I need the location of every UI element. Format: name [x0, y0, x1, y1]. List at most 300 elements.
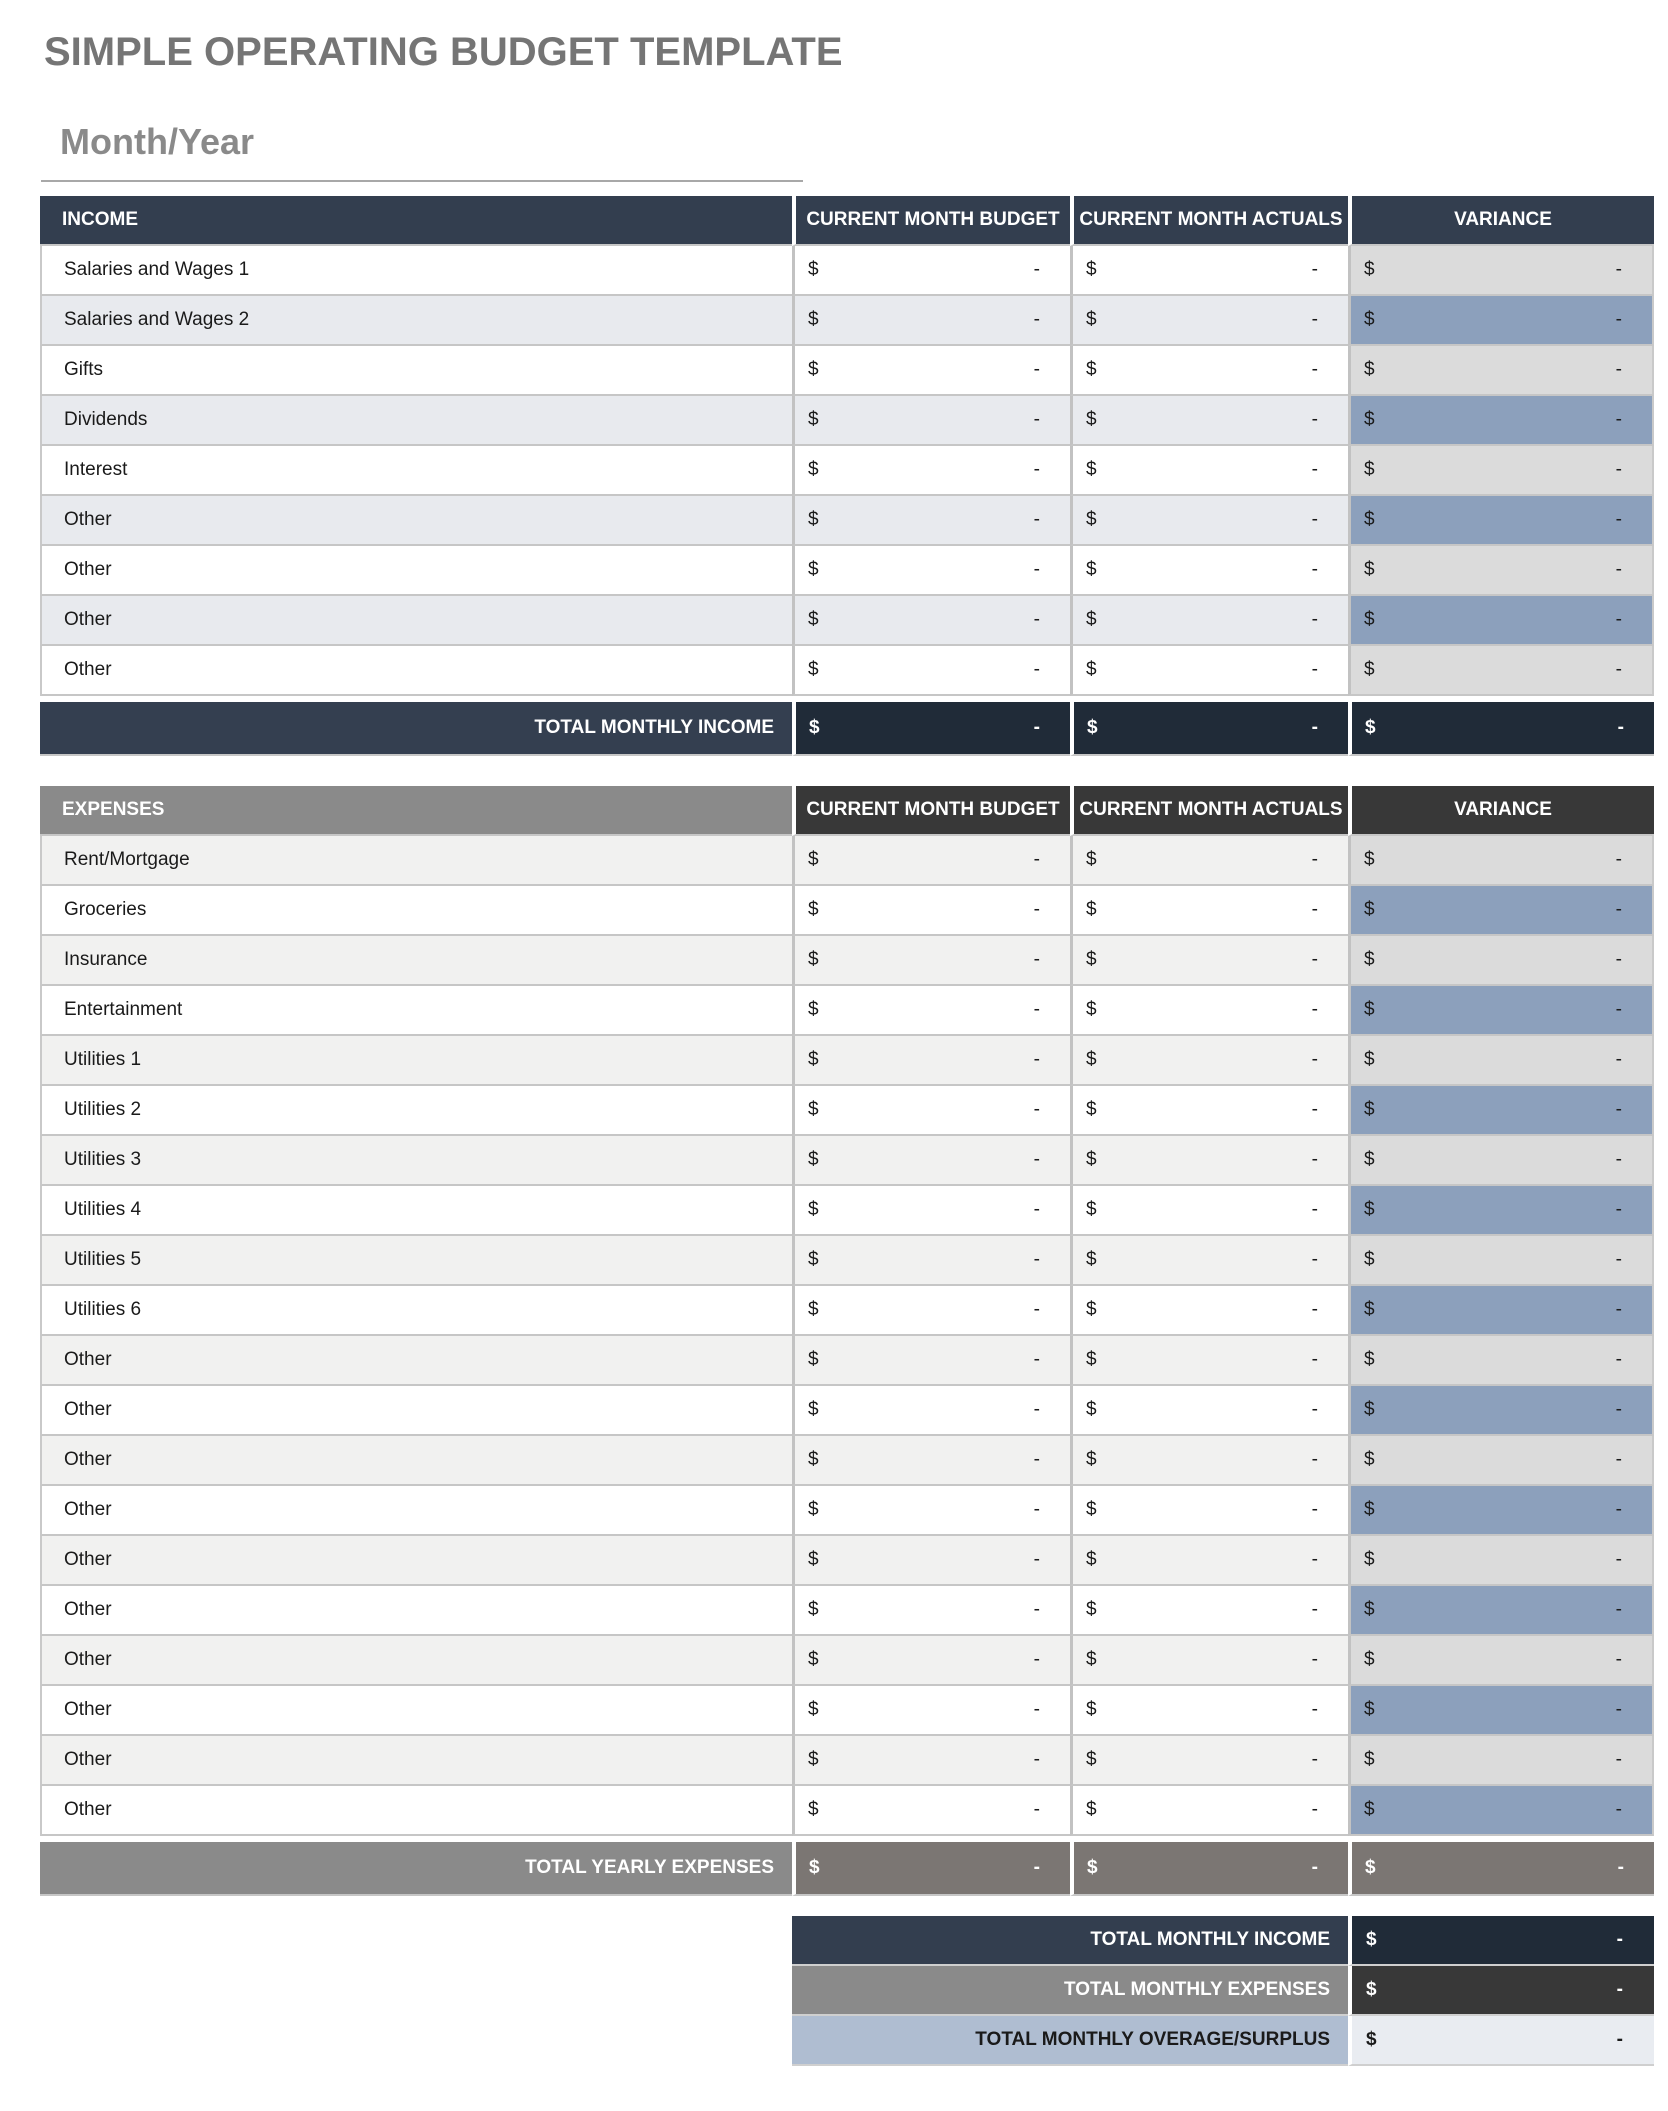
expenses-budget-cell[interactable]: [792, 1086, 1070, 1136]
expenses-budget-cell[interactable]: [792, 1736, 1070, 1786]
expenses-category-cell[interactable]: Other: [40, 1786, 792, 1836]
currency-symbol: $: [1086, 1249, 1097, 1270]
expenses-variance-cell[interactable]: [1348, 1736, 1654, 1786]
currency-symbol: $: [808, 1099, 819, 1120]
currency-symbol: $: [808, 309, 819, 330]
currency-symbol: $: [1086, 1399, 1097, 1420]
currency-symbol: $: [808, 1049, 819, 1070]
currency-symbol: $: [808, 849, 819, 870]
summary-income-row: [792, 1916, 1654, 1966]
empty-amount: -: [1311, 1349, 1318, 1370]
empty-amount: -: [1033, 409, 1040, 430]
expenses-category-cell[interactable]: Other: [40, 1536, 792, 1586]
expenses-header-cell: EXPENSES: [40, 786, 792, 836]
income-actuals-cell[interactable]: [1070, 246, 1348, 296]
summary-overage-value-cell[interactable]: [1348, 2016, 1654, 2066]
currency-symbol: $: [1086, 1299, 1097, 1320]
income-row: [40, 446, 1654, 496]
income-total-row: [40, 702, 1654, 756]
expenses-budget-cell[interactable]: [792, 1586, 1070, 1636]
empty-amount: -: [1033, 1049, 1040, 1070]
empty-amount: -: [1615, 1299, 1622, 1320]
income-actuals-header-cell: CURRENT MONTH ACTUALS: [1070, 196, 1348, 246]
currency-symbol: $: [1086, 1099, 1097, 1120]
currency-symbol: $: [1364, 1249, 1375, 1270]
expenses-budget-cell[interactable]: [792, 1436, 1070, 1486]
income-budget-cell[interactable]: [792, 246, 1070, 296]
empty-amount: -: [1033, 949, 1040, 970]
currency-symbol: $: [1364, 409, 1375, 430]
income-variance-cell[interactable]: [1348, 646, 1654, 696]
expenses-category-cell[interactable]: Utilities 3: [40, 1136, 792, 1186]
empty-amount: -: [1615, 1799, 1622, 1820]
expenses-actuals-cell[interactable]: [1070, 1486, 1348, 1536]
currency-symbol: $: [1364, 1749, 1375, 1770]
expenses-variance-cell[interactable]: [1348, 1086, 1654, 1136]
expenses-budget-cell[interactable]: [792, 1386, 1070, 1436]
empty-amount: -: [1033, 1699, 1040, 1720]
expenses-row: [40, 1586, 1654, 1636]
currency-symbol: $: [1086, 1799, 1097, 1820]
income-variance-cell[interactable]: [1348, 396, 1654, 446]
expenses-row: [40, 1686, 1654, 1736]
expenses-variance-cell[interactable]: [1348, 986, 1654, 1036]
currency-symbol: $: [808, 1399, 819, 1420]
currency-symbol: $: [1086, 949, 1097, 970]
expenses-actuals-cell[interactable]: [1070, 1386, 1348, 1436]
expenses-category-cell[interactable]: Other: [40, 1486, 792, 1536]
expenses-category-cell[interactable]: Utilities 4: [40, 1186, 792, 1236]
currency-symbol: $: [1364, 1449, 1375, 1470]
expenses-total-budget-cell[interactable]: [792, 1842, 1070, 1896]
empty-amount: -: [1616, 2029, 1623, 2050]
empty-amount: -: [1311, 509, 1318, 530]
currency-symbol: $: [808, 1299, 819, 1320]
empty-amount: -: [1616, 1979, 1623, 2000]
expenses-actuals-cell[interactable]: [1070, 1186, 1348, 1236]
expenses-category-cell[interactable]: Insurance: [40, 936, 792, 986]
expenses-row: [40, 1786, 1654, 1836]
expenses-budget-cell[interactable]: [792, 986, 1070, 1036]
currency-symbol: $: [1086, 1149, 1097, 1170]
empty-amount: -: [1033, 609, 1040, 630]
expenses-row: [40, 1136, 1654, 1186]
empty-amount: -: [1311, 1749, 1318, 1770]
empty-amount: -: [1311, 1649, 1318, 1670]
income-budget-cell[interactable]: [792, 396, 1070, 446]
expenses-budget-cell[interactable]: [792, 1686, 1070, 1736]
expenses-variance-cell[interactable]: [1348, 1236, 1654, 1286]
income-actuals-cell[interactable]: [1070, 646, 1348, 696]
expenses-actuals-cell[interactable]: [1070, 1136, 1348, 1186]
income-actuals-cell[interactable]: [1070, 596, 1348, 646]
currency-symbol: $: [1365, 717, 1376, 738]
summary-overage-row: [792, 2016, 1654, 2066]
empty-amount: -: [1617, 717, 1624, 738]
currency-symbol: $: [1364, 1499, 1375, 1520]
income-actuals-cell[interactable]: [1070, 496, 1348, 546]
currency-symbol: $: [808, 559, 819, 580]
empty-amount: -: [1616, 1929, 1623, 1950]
income-row: [40, 296, 1654, 346]
expenses-header-row: [40, 786, 1654, 836]
empty-amount: -: [1615, 1599, 1622, 1620]
empty-amount: -: [1311, 1857, 1318, 1878]
empty-amount: -: [1311, 409, 1318, 430]
expenses-actuals-cell[interactable]: [1070, 1086, 1348, 1136]
expenses-variance-cell[interactable]: [1348, 836, 1654, 886]
income-category-cell[interactable]: Other: [40, 596, 792, 646]
currency-symbol: $: [1364, 1149, 1375, 1170]
expenses-actuals-cell[interactable]: [1070, 986, 1348, 1036]
currency-symbol: $: [1086, 409, 1097, 430]
empty-amount: -: [1311, 849, 1318, 870]
expenses-category-cell[interactable]: Utilities 2: [40, 1086, 792, 1136]
expenses-actuals-cell[interactable]: [1070, 1686, 1348, 1736]
expenses-category-cell[interactable]: Utilities 5: [40, 1236, 792, 1286]
currency-symbol: $: [1364, 559, 1375, 580]
expenses-category-cell[interactable]: Groceries: [40, 886, 792, 936]
empty-amount: -: [1033, 1499, 1040, 1520]
expenses-row: [40, 936, 1654, 986]
income-category-cell[interactable]: Other: [40, 496, 792, 546]
empty-amount: -: [1615, 1149, 1622, 1170]
summary-expenses-value-cell[interactable]: [1348, 1966, 1654, 2016]
empty-amount: -: [1615, 1449, 1622, 1470]
summary-expenses-row: [792, 1966, 1654, 2016]
currency-symbol: $: [1086, 659, 1097, 680]
expenses-category-cell[interactable]: Other: [40, 1686, 792, 1736]
empty-amount: -: [1033, 309, 1040, 330]
expenses-variance-cell[interactable]: [1348, 1286, 1654, 1336]
expenses-actuals-cell[interactable]: [1070, 1736, 1348, 1786]
currency-symbol: $: [1086, 509, 1097, 530]
currency-symbol: $: [1364, 849, 1375, 870]
currency-symbol: $: [1366, 1979, 1377, 2000]
expenses-budget-cell[interactable]: [792, 1286, 1070, 1336]
expenses-variance-cell[interactable]: [1348, 936, 1654, 986]
expenses-variance-cell[interactable]: [1348, 1186, 1654, 1236]
income-variance-header-cell: VARIANCE: [1348, 196, 1654, 246]
currency-symbol: $: [809, 717, 820, 738]
income-budget-cell[interactable]: [792, 446, 1070, 496]
currency-symbol: $: [808, 609, 819, 630]
expenses-row: [40, 1336, 1654, 1386]
empty-amount: -: [1033, 509, 1040, 530]
income-category-cell[interactable]: Other: [40, 646, 792, 696]
currency-symbol: $: [1086, 1549, 1097, 1570]
empty-amount: -: [1033, 459, 1040, 480]
empty-amount: -: [1311, 1299, 1318, 1320]
empty-amount: -: [1615, 309, 1622, 330]
expenses-variance-cell[interactable]: [1348, 1336, 1654, 1386]
expenses-actuals-cell[interactable]: [1070, 1636, 1348, 1686]
expenses-variance-cell[interactable]: [1348, 1686, 1654, 1736]
empty-amount: -: [1033, 659, 1040, 680]
empty-amount: -: [1615, 1199, 1622, 1220]
currency-symbol: $: [1086, 1499, 1097, 1520]
income-variance-cell[interactable]: [1348, 246, 1654, 296]
empty-amount: -: [1615, 359, 1622, 380]
empty-amount: -: [1617, 1857, 1624, 1878]
currency-symbol: $: [1365, 1857, 1376, 1878]
currency-symbol: $: [808, 359, 819, 380]
income-variance-cell[interactable]: [1348, 596, 1654, 646]
expenses-actuals-cell[interactable]: [1070, 1536, 1348, 1586]
empty-amount: -: [1033, 559, 1040, 580]
expenses-category-cell[interactable]: Rent/Mortgage: [40, 836, 792, 886]
income-row: [40, 496, 1654, 546]
currency-symbol: $: [1086, 1699, 1097, 1720]
expenses-row: [40, 886, 1654, 936]
expenses-variance-cell[interactable]: [1348, 886, 1654, 936]
currency-symbol: $: [1086, 359, 1097, 380]
currency-symbol: $: [1086, 849, 1097, 870]
currency-symbol: $: [1086, 1749, 1097, 1770]
expenses-variance-cell[interactable]: [1348, 1586, 1654, 1636]
empty-amount: -: [1033, 717, 1040, 738]
empty-amount: -: [1033, 359, 1040, 380]
income-actuals-cell[interactable]: [1070, 546, 1348, 596]
income-row: [40, 596, 1654, 646]
currency-symbol: $: [808, 1149, 819, 1170]
income-category-cell[interactable]: Dividends: [40, 396, 792, 446]
empty-amount: -: [1033, 1449, 1040, 1470]
expenses-row: [40, 1036, 1654, 1086]
empty-amount: -: [1615, 1099, 1622, 1120]
currency-symbol: $: [1086, 1349, 1097, 1370]
income-variance-cell[interactable]: [1348, 296, 1654, 346]
expenses-budget-cell[interactable]: [792, 1186, 1070, 1236]
expenses-actuals-cell[interactable]: [1070, 1586, 1348, 1636]
empty-amount: -: [1311, 999, 1318, 1020]
currency-symbol: $: [808, 1749, 819, 1770]
income-row: [40, 246, 1654, 296]
empty-amount: -: [1311, 1499, 1318, 1520]
expenses-actuals-header-cell: CURRENT MONTH ACTUALS: [1070, 786, 1348, 836]
expenses-actuals-cell[interactable]: [1070, 836, 1348, 886]
currency-symbol: $: [1086, 259, 1097, 280]
expenses-row: [40, 1386, 1654, 1436]
currency-symbol: $: [1087, 1857, 1098, 1878]
empty-amount: -: [1615, 459, 1622, 480]
expenses-variance-cell[interactable]: [1348, 1386, 1654, 1436]
empty-amount: -: [1615, 509, 1622, 530]
empty-amount: -: [1615, 849, 1622, 870]
expenses-category-cell[interactable]: Other: [40, 1386, 792, 1436]
currency-symbol: $: [1364, 609, 1375, 630]
currency-symbol: $: [808, 259, 819, 280]
expenses-variance-cell[interactable]: [1348, 1036, 1654, 1086]
expenses-actuals-cell[interactable]: [1070, 1436, 1348, 1486]
income-actuals-cell[interactable]: [1070, 446, 1348, 496]
income-actuals-cell[interactable]: [1070, 296, 1348, 346]
expenses-actuals-cell[interactable]: [1070, 1336, 1348, 1386]
expenses-budget-cell[interactable]: [792, 1336, 1070, 1386]
empty-amount: -: [1615, 1549, 1622, 1570]
income-variance-cell[interactable]: [1348, 446, 1654, 496]
income-budget-cell[interactable]: [792, 596, 1070, 646]
income-budget-cell[interactable]: [792, 546, 1070, 596]
expenses-budget-cell[interactable]: [792, 1236, 1070, 1286]
expenses-category-cell[interactable]: Other: [40, 1336, 792, 1386]
empty-amount: -: [1615, 609, 1622, 630]
income-category-cell[interactable]: Interest: [40, 446, 792, 496]
income-budget-cell[interactable]: [792, 296, 1070, 346]
empty-amount: -: [1033, 259, 1040, 280]
currency-symbol: $: [808, 1499, 819, 1520]
expenses-budget-cell[interactable]: [792, 836, 1070, 886]
expenses-variance-cell[interactable]: [1348, 1536, 1654, 1586]
empty-amount: -: [1311, 609, 1318, 630]
income-total-label: TOTAL MONTHLY INCOME: [40, 702, 792, 756]
empty-amount: -: [1033, 999, 1040, 1020]
expenses-budget-cell[interactable]: [792, 886, 1070, 936]
income-variance-cell[interactable]: [1348, 546, 1654, 596]
empty-amount: -: [1033, 1749, 1040, 1770]
empty-amount: -: [1615, 1049, 1622, 1070]
empty-amount: -: [1033, 1099, 1040, 1120]
expenses-category-cell[interactable]: Other: [40, 1636, 792, 1686]
empty-amount: -: [1311, 559, 1318, 580]
expenses-row: [40, 1736, 1654, 1786]
summary-table: [792, 1916, 1654, 2066]
income-row: [40, 396, 1654, 446]
currency-symbol: $: [1364, 309, 1375, 330]
currency-symbol: $: [1086, 1449, 1097, 1470]
expenses-budget-cell[interactable]: [792, 1486, 1070, 1536]
expenses-variance-cell[interactable]: [1348, 1136, 1654, 1186]
expenses-category-cell[interactable]: Utilities 6: [40, 1286, 792, 1336]
income-total-variance-cell[interactable]: [1348, 702, 1654, 756]
expenses-table: [40, 786, 1654, 1896]
empty-amount: -: [1033, 1857, 1040, 1878]
income-variance-cell[interactable]: [1348, 496, 1654, 546]
currency-symbol: $: [808, 1249, 819, 1270]
expenses-total-variance-cell[interactable]: [1348, 1842, 1654, 1896]
currency-symbol: $: [808, 1649, 819, 1670]
expenses-variance-cell[interactable]: [1348, 1636, 1654, 1686]
income-actuals-cell[interactable]: [1070, 396, 1348, 446]
expenses-budget-cell[interactable]: [792, 1036, 1070, 1086]
income-budget-header-cell: CURRENT MONTH BUDGET: [792, 196, 1070, 246]
income-budget-cell[interactable]: [792, 346, 1070, 396]
expenses-row: [40, 1486, 1654, 1536]
empty-amount: -: [1615, 1399, 1622, 1420]
currency-symbol: $: [1364, 1649, 1375, 1670]
expenses-category-cell[interactable]: Other: [40, 1736, 792, 1786]
income-budget-cell[interactable]: [792, 496, 1070, 546]
empty-amount: -: [1311, 259, 1318, 280]
empty-amount: -: [1033, 849, 1040, 870]
expenses-budget-header-cell: CURRENT MONTH BUDGET: [792, 786, 1070, 836]
currency-symbol: $: [809, 1857, 820, 1878]
currency-symbol: $: [1366, 2029, 1377, 2050]
income-actuals-cell[interactable]: [1070, 346, 1348, 396]
empty-amount: -: [1615, 559, 1622, 580]
income-row: [40, 646, 1654, 696]
currency-symbol: $: [808, 1449, 819, 1470]
expenses-variance-cell[interactable]: [1348, 1486, 1654, 1536]
expenses-actuals-cell[interactable]: [1070, 886, 1348, 936]
expenses-row: [40, 1236, 1654, 1286]
income-variance-cell[interactable]: [1348, 346, 1654, 396]
empty-amount: -: [1311, 1199, 1318, 1220]
expenses-actuals-cell[interactable]: [1070, 1036, 1348, 1086]
expenses-category-cell[interactable]: Other: [40, 1436, 792, 1486]
expenses-actuals-cell[interactable]: [1070, 936, 1348, 986]
expenses-category-cell[interactable]: Utilities 1: [40, 1036, 792, 1086]
expenses-budget-cell[interactable]: [792, 1536, 1070, 1586]
expenses-budget-cell[interactable]: [792, 1786, 1070, 1836]
currency-symbol: $: [808, 1699, 819, 1720]
expenses-row: [40, 1436, 1654, 1486]
expenses-budget-cell[interactable]: [792, 1636, 1070, 1686]
empty-amount: -: [1615, 1249, 1622, 1270]
empty-amount: -: [1033, 1249, 1040, 1270]
currency-symbol: $: [1086, 1199, 1097, 1220]
expenses-total-actuals-cell[interactable]: [1070, 1842, 1348, 1896]
empty-amount: -: [1311, 1549, 1318, 1570]
empty-amount: -: [1615, 1699, 1622, 1720]
currency-symbol: $: [808, 999, 819, 1020]
empty-amount: -: [1311, 359, 1318, 380]
empty-amount: -: [1033, 1299, 1040, 1320]
income-category-cell[interactable]: Salaries and Wages 2: [40, 296, 792, 346]
expenses-budget-cell[interactable]: [792, 936, 1070, 986]
currency-symbol: $: [808, 949, 819, 970]
empty-amount: -: [1615, 999, 1622, 1020]
expenses-row: [40, 1536, 1654, 1586]
expenses-actuals-cell[interactable]: [1070, 1786, 1348, 1836]
currency-symbol: $: [808, 459, 819, 480]
empty-amount: -: [1615, 409, 1622, 430]
income-category-cell[interactable]: Salaries and Wages 1: [40, 246, 792, 296]
income-category-cell[interactable]: Other: [40, 546, 792, 596]
summary-income-value-cell[interactable]: [1348, 1916, 1654, 1966]
expenses-budget-cell[interactable]: [792, 1136, 1070, 1186]
expenses-row: [40, 1186, 1654, 1236]
expenses-row: [40, 836, 1654, 886]
empty-amount: -: [1033, 1549, 1040, 1570]
empty-amount: -: [1615, 1649, 1622, 1670]
currency-symbol: $: [1086, 999, 1097, 1020]
income-budget-cell[interactable]: [792, 646, 1070, 696]
currency-symbol: $: [808, 409, 819, 430]
expenses-category-cell[interactable]: Entertainment: [40, 986, 792, 1036]
income-category-cell[interactable]: Gifts: [40, 346, 792, 396]
expenses-rows: [40, 836, 1654, 1836]
expenses-category-cell[interactable]: Other: [40, 1586, 792, 1636]
currency-symbol: $: [1364, 659, 1375, 680]
empty-amount: -: [1311, 1599, 1318, 1620]
currency-symbol: $: [1364, 1299, 1375, 1320]
expenses-actuals-cell[interactable]: [1070, 1236, 1348, 1286]
month-year-heading[interactable]: Month/Year: [60, 121, 255, 162]
expenses-variance-cell[interactable]: [1348, 1786, 1654, 1836]
empty-amount: -: [1311, 309, 1318, 330]
expenses-actuals-cell[interactable]: [1070, 1286, 1348, 1336]
empty-amount: -: [1033, 1649, 1040, 1670]
expenses-variance-cell[interactable]: [1348, 1436, 1654, 1486]
currency-symbol: $: [1086, 1649, 1097, 1670]
expenses-row: [40, 1636, 1654, 1686]
income-total-actuals-cell[interactable]: [1070, 702, 1348, 756]
income-total-budget-cell[interactable]: [792, 702, 1070, 756]
income-row: [40, 546, 1654, 596]
expenses-row: [40, 1086, 1654, 1136]
expenses-row: [40, 1286, 1654, 1336]
